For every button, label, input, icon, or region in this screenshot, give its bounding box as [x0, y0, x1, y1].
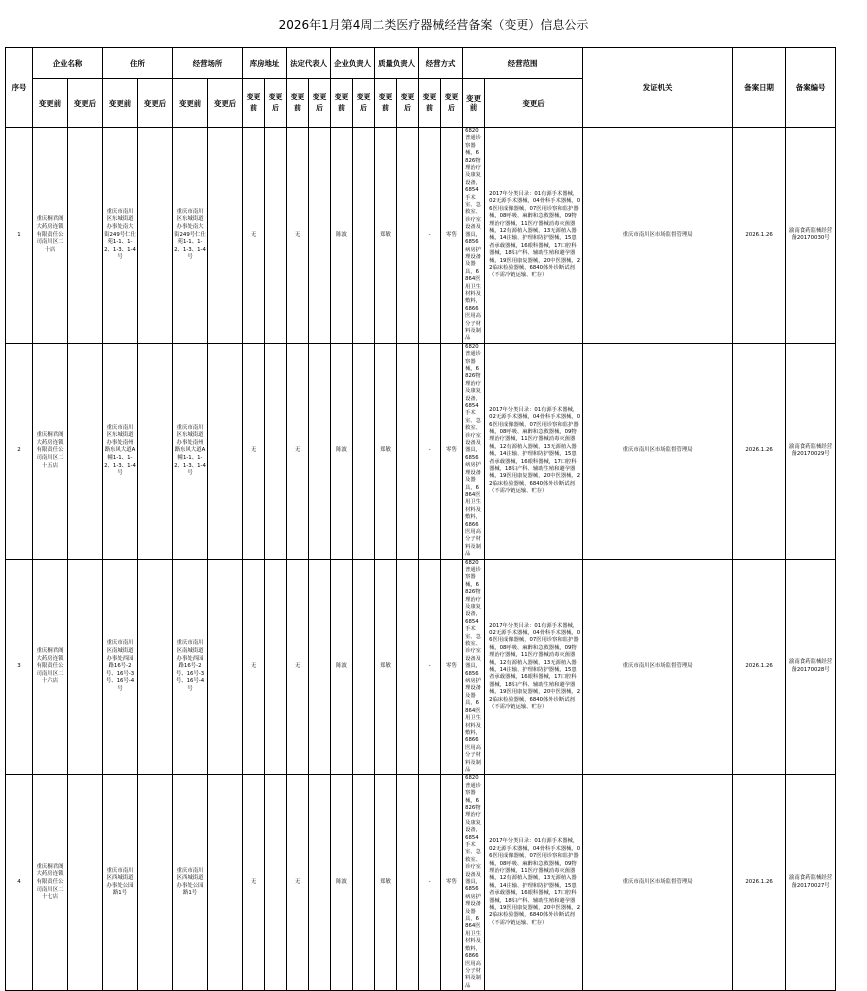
- col-filing-date: 备案日期: [733, 48, 786, 128]
- person-in-charge-after: [353, 128, 375, 344]
- company-name-before: 重庆桐君阁大药房连锁有限责任公司南川区二十店: [33, 128, 68, 344]
- quality-manager-after: [397, 128, 419, 344]
- residence-after: [138, 559, 173, 775]
- legal-rep-before: 无: [287, 559, 309, 775]
- warehouse-after: [265, 343, 287, 559]
- sub-after: 变更后: [68, 79, 103, 128]
- col-business-scope: 经营范围: [463, 48, 583, 79]
- company-name-after: [68, 343, 103, 559]
- premises-after: [208, 775, 243, 991]
- issuing-authority-cell: 重庆市南川区市场监督管理局: [583, 775, 733, 991]
- business-mode-before: -: [419, 128, 441, 344]
- business-scope-before: 6820普通诊察器械，6826物理治疗及康复设备，6854手术室、急救室、诊疗室设备及器具，6856病房护理设备及器具，6864医用卫生材料及敷料，6866医用高分子材料及制品: [463, 775, 485, 991]
- sub-after: 变更后: [353, 79, 375, 128]
- col-issuing-authority: 发证机关: [583, 48, 733, 128]
- sub-after: 变更后: [265, 79, 287, 128]
- person-in-charge-after: [353, 559, 375, 775]
- sub-before: 变更前: [103, 79, 138, 128]
- sub-before: 变更前: [419, 79, 441, 128]
- premises-before: 重庆市南川区南城街道办事处西园路16号-2号、16号-3号、16号-4号: [173, 559, 208, 775]
- residence-before: 重庆市南川区东城街道办事处南大街249号仁仕苑1-1、1-2、1-3、1-4号: [103, 128, 138, 344]
- col-business-mode: 经营方式: [419, 48, 463, 79]
- legal-rep-after: [309, 775, 331, 991]
- person-in-charge-before: 陈波: [331, 128, 353, 344]
- business-mode-after: 零售: [441, 128, 463, 344]
- quality-manager-before: 郑敏: [375, 775, 397, 991]
- table-row: [6, 343, 867, 559]
- sub-after: 变更后: [138, 79, 173, 128]
- residence-after: [138, 775, 173, 991]
- person-in-charge-after: [353, 343, 375, 559]
- quality-manager-before: 郑敏: [375, 128, 397, 344]
- col-residence: 住所: [103, 48, 173, 79]
- sub-before: 变更前: [287, 79, 309, 128]
- table-row: [6, 559, 867, 775]
- legal-rep-after: [309, 559, 331, 775]
- residence-before: 重庆市南川区南城街道办事处西园路16号-2号、16号-3号、16号-4号: [103, 559, 138, 775]
- filing-number-cell: 渝南食药监械经营备20170029号: [786, 343, 836, 559]
- premises-before: 重庆市南川区西城街道办事处公园路1号: [173, 775, 208, 991]
- premises-before: 重庆市南川区东城街道办事处南大街249号仁仕苑1-1、1-2、1-3、1-4号: [173, 128, 208, 344]
- business-scope-after: 2017年分类目录：01有源手术器械，02无源手术器械，04骨科手术器械，06医用成像器械，07医用诊察和监护器械，08呼吸、麻醉和急救器械，09物理治疗器械，11医疗器械消毒灭菌器械，12有源植入器械，13无源植入器械，14注输、护理和防护器械，15患者承载器械，16眼科器械，17口腔科器械，18妇产科、辅助生殖和避孕器械，19医用康复器械，20中医器械，22临床检验器械，6840体外诊断试剂（不需冷链运输、贮存）: [485, 559, 583, 775]
- seq-cell: 4: [6, 775, 33, 991]
- sub-after: 变更后: [485, 79, 583, 128]
- legal-rep-after: [309, 343, 331, 559]
- col-person-in-charge: 企业负责人: [331, 48, 375, 79]
- filing-date-cell: 2026.1.26: [733, 559, 786, 775]
- business-mode-before: -: [419, 343, 441, 559]
- legal-rep-before: 无: [287, 128, 309, 344]
- filing-date-cell: 2026.1.26: [733, 128, 786, 344]
- business-scope-before: 6820普通诊察器械，6826物理治疗及康复设备，6854手术室、急救室、诊疗室设备及器具，6856病房护理设备及器具，6864医用卫生材料及敷料，6866医用高分子材料及制品: [463, 559, 485, 775]
- business-mode-after: 零售: [441, 775, 463, 991]
- warehouse-before: 无: [243, 559, 265, 775]
- header-row-main: [6, 48, 867, 79]
- seq-cell: 1: [6, 128, 33, 344]
- company-name-after: [68, 128, 103, 344]
- legal-rep-after: [309, 128, 331, 344]
- premises-after: [208, 559, 243, 775]
- table-row: [6, 128, 867, 344]
- residence-after: [138, 343, 173, 559]
- company-name-before: 重庆桐君阁大药房连锁有限责任公司南川区二十七店: [33, 775, 68, 991]
- filing-number-cell: 渝南食药监械经营备20170028号: [786, 559, 836, 775]
- premises-before: 重庆市南川区东城街道办事处南州路东风大道A幢1-1、1-2、1-3、1-4号: [173, 343, 208, 559]
- person-in-charge-before: 陈波: [331, 775, 353, 991]
- person-in-charge-before: 陈波: [331, 559, 353, 775]
- seq-cell: 3: [6, 559, 33, 775]
- col-quality-manager: 质量负责人: [375, 48, 419, 79]
- business-scope-before: 6820普通诊察器械，6826物理治疗及康复设备，6854手术室、急救室、诊疗室设备及器具，6856病房护理设备及器具，6864医用卫生材料及敷料，6866医用高分子材料及制品: [463, 128, 485, 344]
- business-mode-after: 零售: [441, 559, 463, 775]
- sub-after: 变更后: [397, 79, 419, 128]
- issuing-authority-cell: 重庆市南川区市场监督管理局: [583, 128, 733, 344]
- sub-after: 变更后: [208, 79, 243, 128]
- quality-manager-before: 郑敏: [375, 343, 397, 559]
- premises-after: [208, 343, 243, 559]
- warehouse-after: [265, 559, 287, 775]
- company-name-before: 重庆桐君阁大药房连锁有限责任公司南川区二十五店: [33, 343, 68, 559]
- warehouse-after: [265, 128, 287, 344]
- warehouse-before: 无: [243, 128, 265, 344]
- seq-cell: 2: [6, 343, 33, 559]
- business-scope-after: 2017年分类目录：01有源手术器械，02无源手术器械，04骨科手术器械，06医用成像器械，07医用诊察和监护器械，08呼吸、麻醉和急救器械，09物理治疗器械，11医疗器械消毒灭菌器械，12有源植入器械，13无源植入器械，14注输、护理和防护器械，15患者承载器械，16眼科器械，17口腔科器械，18妇产科、辅助生殖和避孕器械，19医用康复器械，20中医器械，22临床检验器械，6840体外诊断试剂（不需冷链运输、贮存）: [485, 343, 583, 559]
- sub-before: 变更前: [243, 79, 265, 128]
- sub-before: 变更前: [331, 79, 353, 128]
- issuing-authority-cell: 重庆市南川区市场监督管理局: [583, 343, 733, 559]
- business-scope-after: 2017年分类目录：01有源手术器械，02无源手术器械，04骨科手术器械，06医用成像器械，07医用诊察和监护器械，08呼吸、麻醉和急救器械，09物理治疗器械，11医疗器械消毒灭菌器械，12有源植入器械，13无源植入器械，14注输、护理和防护器械，15患者承载器械，16眼科器械，17口腔科器械，18妇产科、辅助生殖和避孕器械，19医用康复器械，20中医器械，22临床检验器械，6840体外诊断试剂（不需冷链运输、贮存）: [485, 128, 583, 344]
- legal-rep-before: 无: [287, 775, 309, 991]
- col-legal-rep: 法定代表人: [287, 48, 331, 79]
- col-seq: 序号: [6, 48, 33, 128]
- sub-before: 变更前: [173, 79, 208, 128]
- sub-before: 变更前: [463, 79, 485, 128]
- sub-after: 变更后: [441, 79, 463, 128]
- person-in-charge-before: 陈波: [331, 343, 353, 559]
- residence-before: 重庆市南川区东城街道办事处南州路东风大道A幢1-1、1-2、1-3、1-4号: [103, 343, 138, 559]
- quality-manager-after: [397, 775, 419, 991]
- premises-after: [208, 128, 243, 344]
- col-warehouse-address: 库房地址: [243, 48, 287, 79]
- company-name-after: [68, 775, 103, 991]
- sub-before: 变更前: [375, 79, 397, 128]
- quality-manager-after: [397, 343, 419, 559]
- business-scope-before: 6820普通诊察器械，6826物理治疗及康复设备，6854手术室、急救室、诊疗室设备及器具，6856病房护理设备及器具，6864医用卫生材料及敷料，6866医用高分子材料及制品: [463, 343, 485, 559]
- filing-number-cell: 渝南食药监械经营备20170030号: [786, 128, 836, 344]
- quality-manager-after: [397, 559, 419, 775]
- table-row: [6, 775, 867, 991]
- residence-before: 重庆市南川区西城街道办事处公园路1号: [103, 775, 138, 991]
- business-mode-after: 零售: [441, 343, 463, 559]
- sub-before: 变更前: [33, 79, 68, 128]
- residence-after: [138, 128, 173, 344]
- warehouse-before: 无: [243, 343, 265, 559]
- warehouse-after: [265, 775, 287, 991]
- legal-rep-before: 无: [287, 343, 309, 559]
- issuing-authority-cell: 重庆市南川区市场监督管理局: [583, 559, 733, 775]
- filing-table: [5, 47, 867, 991]
- page-title: 2026年1月第4周二类医疗器械经营备案（变更）信息公示: [0, 18, 867, 32]
- warehouse-before: 无: [243, 775, 265, 991]
- quality-manager-before: 郑敏: [375, 559, 397, 775]
- person-in-charge-after: [353, 775, 375, 991]
- business-mode-before: -: [419, 775, 441, 991]
- company-name-before: 重庆桐君阁大药房连锁有限责任公司南川区二十六店: [33, 559, 68, 775]
- business-scope-after: 2017年分类目录：01有源手术器械，02无源手术器械，04骨科手术器械，06医用成像器械，07医用诊察和监护器械，08呼吸、麻醉和急救器械，09物理治疗器械，11医疗器械消毒灭菌器械，12有源植入器械，13无源植入器械，14注输、护理和防护器械，15患者承载器械，16眼科器械，17口腔科器械，18妇产科、辅助生殖和避孕器械，19医用康复器械，20中医器械，22临床检验器械，6840体外诊断试剂（不需冷链运输、贮存）: [485, 775, 583, 991]
- business-mode-before: -: [419, 559, 441, 775]
- company-name-after: [68, 559, 103, 775]
- filing-date-cell: 2026.1.26: [733, 775, 786, 991]
- col-business-premises: 经营场所: [173, 48, 243, 79]
- col-company-name: 企业名称: [33, 48, 103, 79]
- sub-after: 变更后: [309, 79, 331, 128]
- col-filing-number: 备案编号: [786, 48, 836, 128]
- filing-date-cell: 2026.1.26: [733, 343, 786, 559]
- filing-number-cell: 渝南食药监械经营备20170027号: [786, 775, 836, 991]
